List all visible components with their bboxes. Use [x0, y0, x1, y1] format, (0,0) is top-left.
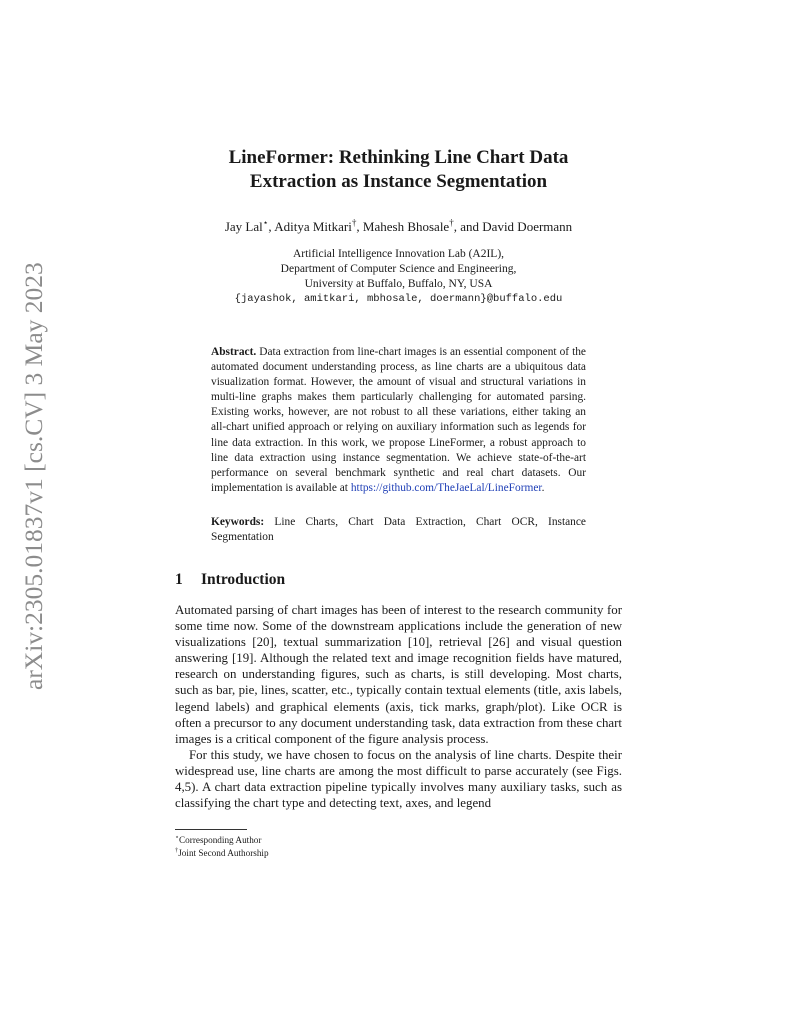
paragraph: For this study, we have chosen to focus on the analysis of line charts. Despite their widespread use, line charts are among the most difficult to parse accurately (see Figs. 4,5). A chart data extraction pipeline typically involves many auxiliary tasks, such as classifying the chart type and detecting text, axes, and legend: [175, 747, 622, 811]
paragraph: Automated parsing of chart images has been of interest to the research community for some time now. Some of the downstream applications include the generation of new visualizations [20], textual summarization [10], retrieval [26] and visual question answering [19]. Although the related text and image recognition fields have matured, research on understanding figures, such as charts, is still developing. Most charts, such as bar, pie, lines, scatter, etc., typically contain textual elements (title, axis labels, legend labels) and graphical elements (axis, tick marks, graph/plot). Like OCR is often a precursor to any document understanding task, data extraction from these chart images is a critical component of the figure analysis process.: [175, 603, 622, 746]
section-number: 1: [175, 571, 183, 588]
arxiv-identifier: arXiv:2305.01837v1 [cs.CV] 3 May 2023: [19, 262, 48, 690]
abstract-end: .: [541, 481, 545, 494]
keywords: [211, 515, 586, 545]
footnote-divider: [175, 829, 247, 830]
author-list: [175, 219, 622, 235]
footnote-text: Joint Second Authorship: [178, 848, 269, 858]
keywords-label: Keywords:: [211, 516, 265, 528]
paper-title: [175, 146, 622, 194]
footnote: [175, 834, 622, 847]
author-separator: , and: [453, 219, 483, 234]
author-name: Aditya Mitkari: [274, 219, 352, 234]
author-name: Jay Lal: [224, 219, 263, 234]
affiliation-department: Department of Computer Science and Engineering,: [280, 263, 517, 275]
footnote-mark: ⋆: [175, 833, 180, 841]
affiliation-block: [175, 247, 622, 307]
section-title: Introduction: [201, 571, 286, 588]
footnote-text: Corresponding Author: [179, 835, 262, 845]
keywords-text: Line Charts, Chart Data Extraction, Chart OCR, Instance Segmentation: [211, 516, 586, 544]
author-separator: ,: [356, 219, 363, 234]
introduction-body: [175, 602, 622, 811]
author-emails: {jayashok, amitkari, mbhosale, doermann}@buffalo.edu: [234, 293, 563, 305]
author-separator: ,: [268, 219, 275, 234]
footnotes: [175, 834, 622, 860]
footnote-mark: †: [175, 846, 179, 854]
abstract-label: Abstract.: [211, 346, 257, 358]
author-name: Mahesh Bhosale: [362, 219, 450, 234]
affiliation-lab: Artificial Intelligence Innovation Lab (A2IL),: [292, 248, 505, 260]
author-mark: ⋆: [262, 217, 269, 228]
author-mark: †: [351, 217, 357, 228]
section-heading: [175, 571, 622, 589]
abstract-text: Data extraction from line-chart images is an essential component of the automated document understanding process, as line charts are a ubiquitous data visualization format. However, the amount of visual and structural variations in multi-line graphs makes them particularly challenging for automated parsing. Existing works, however, are not robust to all these variations, either taking an all-chart unified approach or relying on auxiliary information such as legends for line data extraction. In this work, we propose LineFormer, a robust approach to line data extraction using instance segmentation. We achieve state-of-the-art performance on several benchmark synthetic and real chart datasets. Our implementation is available at: [211, 346, 586, 494]
title-line-1: LineFormer: Rethinking Line Chart Data: [228, 147, 569, 168]
footnote: [175, 847, 622, 860]
title-line-2: Extraction as Instance Segmentation: [249, 171, 548, 192]
affiliation-university: University at Buffalo, Buffalo, NY, USA: [304, 278, 493, 290]
abstract: [211, 345, 586, 496]
author-mark: †: [449, 217, 454, 228]
code-repository-link[interactable]: https://github.com/TheJaeLal/LineFormer: [350, 481, 542, 494]
author-name: David Doermann: [482, 219, 573, 234]
